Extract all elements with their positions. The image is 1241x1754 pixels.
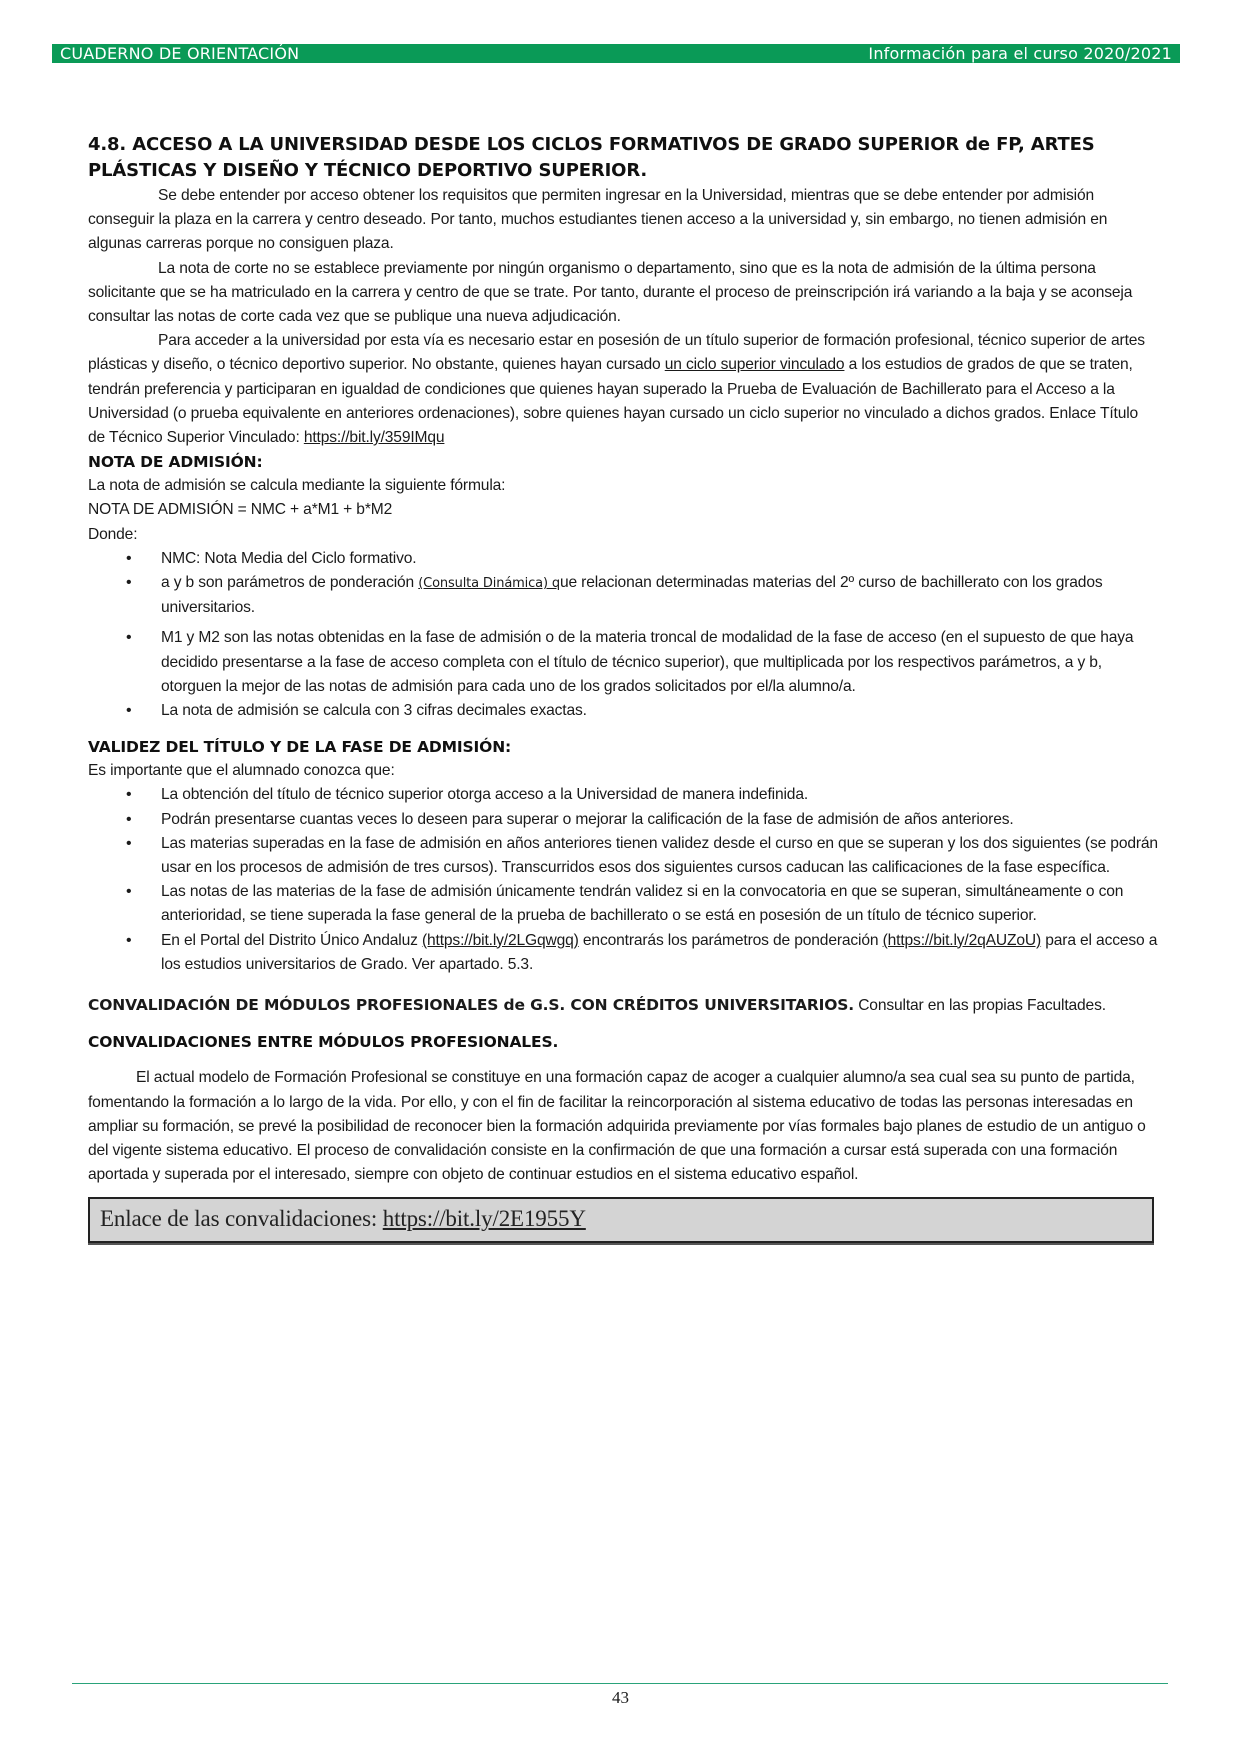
list-item: • Las materias superadas en la fase de admisión en años anteriores tienen validez desde el curso en que se superan y los dos siguientes (se podrán usar en los procesos de admisión de tres cursos). Transcurridos esos dos siguientes cursos caducan las calificaciones de la fase específica.	[88, 832, 1158, 880]
header-left-title: CUADERNO DE ORIENTACIÓN	[60, 44, 300, 63]
nota-donde: Donde:	[88, 525, 138, 543]
validez-heading: VALIDEZ DEL TÍTULO Y DE LA FASE DE ADMISIÓN:	[88, 738, 512, 757]
ponderacion-url[interactable]: (https://bit.ly/2qAUZoU)	[882, 931, 1042, 949]
titulo-vinculado-url[interactable]: https://bit.ly/359IMqu	[303, 429, 445, 447]
paragraph-nota-corte: La nota de corte no se establece previamente por ningún organismo o departamento, sino que es la nota de admisión de la última persona solicitante que se ha matriculado en la carrera y centro de que se trate. Por tanto, durante el proceso de preinscripción irá variando a la baja y se aconseja consultar las notas de corte cada vez que se publique una nueva adjudicación.	[88, 259, 1133, 326]
section-title-line2: PLÁSTICAS Y DISEÑO Y TÉCNICO DEPORTIVO SUPERIOR.	[88, 160, 648, 181]
page-number: 43	[612, 1688, 629, 1707]
p3-text-a: Para acceder a la universidad por esta vía es necesario estar en posesión de un título superior de formación profesional, técnico superior de artes plásticas y diseño, o técnico deportivo superior. No obstante, quienes hayan cursado	[88, 332, 1145, 374]
list-item: • Podrán presentarse cuantas veces lo deseen para superar o mejorar la calificación de la fase de admisión de años anteriores.	[88, 808, 1158, 832]
list-item: • Las notas de las materias de la fase de admisión únicamente tendrán validez si en la convocatoria en que se superan, simultáneamente o con anterioridad, se tiene superada la fase general de la prueba de bachillerato o se está en posesión de un título de técnico superior.	[88, 880, 1158, 928]
b5-text-c: para el acceso a los estudios universitarios de Grado. Ver apartado. 5.3.	[161, 931, 1158, 973]
paragraph-convalidaciones: El actual modelo de Formación Profesional se constituye en una formación capaz de acoger a cualquier alumno/a sea cual sea su punto de partida, fomentando la formación a lo largo de la vida. Por ello, y con el fin de facilitar la reincorporación al sistema educativo de todas las personas interesadas en ampliar su formación, se prevé la posibilidad de reconocer bien la formación adquirida previamente por vías formales bajo planes de estudio de un antiguo o del vigente sistema educativo. El proceso de convalidación consiste en la confirmación de que una formación a cursar está superada con una formación aportada y superada por el interesado, siempre con objeto de continuar estudios en el sistema educativo español.	[88, 1069, 1146, 1184]
footer-divider	[72, 1683, 1168, 1684]
p3-text-b: a los estudios de grados de que se traten, tendrán preferencia y participaran en igualdad de condiciones que quienes hayan superado la Prueba de Evaluación de Bachillerato para el Acceso a la Universidad (o prueba equivalente en anteriores ordenaciones), sobre quienes hayan cursado un ciclo superior no vinculado a dichos grados. Enlace Título de Técnico Superior Vinculado:	[88, 356, 1139, 447]
convalidacion-creditos	[88, 993, 1158, 1018]
section-title-line1: 4.8. ACCESO A LA UNIVERSIDAD DESDE LOS CICLOS FORMATIVOS DE GRADO SUPERIOR de FP, ARTES	[88, 134, 1095, 155]
convalidaciones-link-box	[88, 1197, 1154, 1243]
validez-list	[88, 783, 1158, 977]
nota-admision-heading: NOTA DE ADMISIÓN:	[88, 453, 263, 472]
convalidaciones-url[interactable]: https://bit.ly/2E1955Y	[382, 1206, 586, 1232]
list-item: • La nota de admisión se calcula con 3 cifras decimales exactas.	[88, 699, 1158, 723]
b5-text-a: En el Portal del Distrito Único Andaluz	[161, 931, 422, 949]
convalidacion-creditos-heading: CONVALIDACIÓN DE MÓDULOS PROFESIONALES de G.S. CON CRÉDITOS UNIVERSITARIOS.	[88, 996, 855, 1015]
page-content	[88, 132, 1158, 1243]
paragraph-requisitos	[88, 329, 1158, 450]
distrito-unico-url[interactable]: (https://bit.ly/2LGqwgq)	[421, 931, 579, 949]
header-bar	[52, 44, 1180, 63]
list-item: • La obtención del título de técnico superior otorga acceso a la Universidad de manera indefinida.	[88, 783, 1158, 807]
ciclo-vinculado-link[interactable]: un ciclo superior vinculado	[664, 356, 845, 374]
b5-text-b: encontrarás los parámetros de ponderación	[578, 931, 883, 949]
b2-text-a: a y b son parámetros de ponderación	[161, 574, 419, 592]
header-right-title: Información para el curso 2020/2021	[868, 44, 1172, 63]
nota-list	[88, 547, 1158, 723]
convalidaciones-heading: CONVALIDACIONES ENTRE MÓDULOS PROFESIONALES.	[88, 1033, 559, 1052]
list-item	[88, 929, 1158, 977]
convalidacion-creditos-text: Consultar en las propias Facultades.	[854, 997, 1106, 1015]
paragraph-acceso: Se debe entender por acceso obtener los requisitos que permiten ingresar en la Universidad, mientras que se debe entender por admisión conseguir la plaza en la carrera y centro deseado. Por tanto, muchos estudiantes tienen acceso a la universidad y, sin embargo, no tienen admisión en algunas carreras porque no consiguen plaza.	[88, 187, 1108, 253]
consulta-dinamica-link[interactable]: (Consulta Dinámica) q	[418, 576, 560, 592]
list-item: • M1 y M2 son las notas obtenidas en la fase de admisión o de la materia troncal de modalidad de la fase de acceso (en el supuesto de que haya decidido presentarse a la fase de acceso completa con el título de técnico superior), que multiplicada por los respectivos parámetros, a y b, otorguen la mejor de las notas de admisión para cada uno de los grados solicitados por el/la alumno/a.	[88, 626, 1158, 699]
nota-intro: La nota de admisión se calcula mediante la siguiente fórmula:	[88, 477, 506, 495]
list-item: • NMC: Nota Media del Ciclo formativo.	[88, 547, 1158, 571]
validez-intro: Es importante que el alumnado conozca que:	[88, 762, 395, 780]
link-box-label: Enlace de las convalidaciones:	[100, 1206, 383, 1232]
list-item	[88, 571, 1158, 620]
b2-text-b: ue relacionan determinadas materias del 2º curso de bachillerato con los grados universitarios.	[161, 574, 1103, 617]
nota-formula: NOTA DE ADMISIÓN = NMC + a*M1 + b*M2	[88, 501, 393, 519]
